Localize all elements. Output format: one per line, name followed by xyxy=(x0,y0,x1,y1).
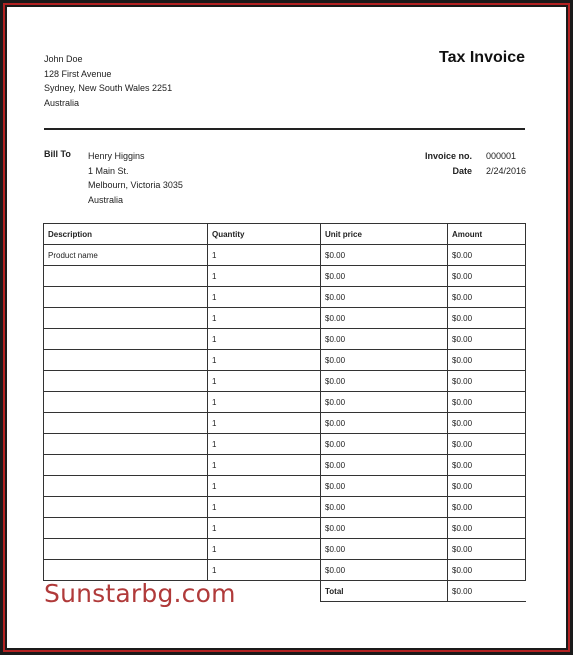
total-label: Total xyxy=(321,581,448,602)
table-row xyxy=(44,350,526,371)
cell-quantity: 1 xyxy=(208,308,321,329)
table-row xyxy=(44,266,526,287)
cell-unit-price: $0.00 xyxy=(321,413,448,434)
cell-quantity: 1 xyxy=(208,266,321,287)
cell-description: Product name xyxy=(44,245,208,266)
cell-quantity: 1 xyxy=(208,539,321,560)
cell-quantity: 1 xyxy=(208,455,321,476)
table-row xyxy=(44,308,526,329)
cell-amount: $0.00 xyxy=(448,539,526,560)
line-items-table xyxy=(43,223,526,602)
table-row xyxy=(44,455,526,476)
cell-description xyxy=(44,518,208,539)
total-value: $0.00 xyxy=(448,581,526,602)
cell-unit-price: $0.00 xyxy=(321,392,448,413)
cell-description xyxy=(44,455,208,476)
cell-amount: $0.00 xyxy=(448,287,526,308)
date-label: Date xyxy=(452,165,472,176)
watermark-text: Sunstarbg.com xyxy=(44,579,236,608)
table-row xyxy=(44,413,526,434)
bill-to-street: 1 Main St. xyxy=(88,165,129,176)
cell-quantity: 1 xyxy=(208,245,321,266)
cell-unit-price: $0.00 xyxy=(321,455,448,476)
cell-quantity: 1 xyxy=(208,518,321,539)
cell-description xyxy=(44,392,208,413)
cell-quantity: 1 xyxy=(208,350,321,371)
invoice-number-value: 000001 xyxy=(486,151,517,161)
cell-quantity: 1 xyxy=(208,497,321,518)
cell-unit-price: $0.00 xyxy=(321,350,448,371)
sender-country: Australia xyxy=(44,97,80,108)
cell-unit-price: $0.00 xyxy=(321,434,448,455)
table-row xyxy=(44,245,526,266)
cell-unit-price: $0.00 xyxy=(321,518,448,539)
cell-description xyxy=(44,350,208,371)
header-divider xyxy=(44,128,525,130)
cell-amount: $0.00 xyxy=(448,455,526,476)
table-row xyxy=(44,518,526,539)
cell-quantity: 1 xyxy=(208,392,321,413)
invoice-meta-labels xyxy=(410,149,472,178)
cell-description xyxy=(44,497,208,518)
bill-to-address xyxy=(88,149,183,207)
cell-unit-price: $0.00 xyxy=(321,371,448,392)
table-row xyxy=(44,329,526,350)
invoice-meta-values xyxy=(486,149,526,178)
header-description: Description xyxy=(44,224,208,245)
invoice-title: Tax Invoice xyxy=(439,49,525,66)
cell-amount: $0.00 xyxy=(448,434,526,455)
cell-quantity: 1 xyxy=(208,560,321,581)
cell-description xyxy=(44,476,208,497)
cell-quantity: 1 xyxy=(208,434,321,455)
cell-unit-price: $0.00 xyxy=(321,308,448,329)
table-row xyxy=(44,560,526,581)
cell-unit-price: $0.00 xyxy=(321,476,448,497)
cell-description xyxy=(44,434,208,455)
date-value: 2/24/2016 xyxy=(486,165,527,176)
table-row xyxy=(44,476,526,497)
sender-name: John Doe xyxy=(44,54,83,64)
cell-description xyxy=(44,266,208,287)
cell-description xyxy=(44,287,208,308)
cell-description xyxy=(44,539,208,560)
header-amount: Amount xyxy=(448,224,526,245)
cell-amount: $0.00 xyxy=(448,266,526,287)
sender-city: Sydney, New South Wales 2251 xyxy=(44,83,173,93)
bill-to-name: Henry Higgins xyxy=(88,151,145,161)
sender-street: 128 First Avenue xyxy=(44,68,112,79)
cell-amount: $0.00 xyxy=(448,392,526,413)
bill-to-label: Bill To xyxy=(44,149,71,159)
table-row xyxy=(44,434,526,455)
cell-unit-price: $0.00 xyxy=(321,539,448,560)
header-quantity: Quantity xyxy=(208,224,321,245)
cell-amount: $0.00 xyxy=(448,245,526,266)
cell-amount: $0.00 xyxy=(448,350,526,371)
sender-address xyxy=(44,52,172,110)
table-row xyxy=(44,287,526,308)
cell-amount: $0.00 xyxy=(448,518,526,539)
bill-to-city: Melbourn, Victoria 3035 xyxy=(88,180,183,190)
cell-unit-price: $0.00 xyxy=(321,560,448,581)
cell-quantity: 1 xyxy=(208,413,321,434)
cell-description xyxy=(44,371,208,392)
cell-unit-price: $0.00 xyxy=(321,266,448,287)
invoice-number-label: Invoice no. xyxy=(424,151,472,161)
table-row xyxy=(44,497,526,518)
table-body xyxy=(44,245,526,581)
cell-unit-price: $0.00 xyxy=(321,497,448,518)
cell-quantity: 1 xyxy=(208,329,321,350)
cell-amount: $0.00 xyxy=(448,371,526,392)
cell-amount: $0.00 xyxy=(448,329,526,350)
cell-amount: $0.00 xyxy=(448,413,526,434)
cell-amount: $0.00 xyxy=(448,476,526,497)
cell-amount: $0.00 xyxy=(448,497,526,518)
cell-description xyxy=(44,329,208,350)
table-header-row xyxy=(44,224,526,245)
table-row xyxy=(44,392,526,413)
cell-unit-price: $0.00 xyxy=(321,329,448,350)
cell-quantity: 1 xyxy=(208,476,321,497)
cell-quantity: 1 xyxy=(208,371,321,392)
header-unit-price: Unit price xyxy=(321,224,448,245)
cell-description xyxy=(44,560,208,581)
table-row xyxy=(44,539,526,560)
cell-unit-price: $0.00 xyxy=(321,245,448,266)
cell-unit-price: $0.00 xyxy=(321,287,448,308)
cell-quantity: 1 xyxy=(208,287,321,308)
cell-description xyxy=(44,413,208,434)
cell-description xyxy=(44,308,208,329)
bill-to-country: Australia xyxy=(88,194,124,205)
cell-amount: $0.00 xyxy=(448,560,526,581)
cell-amount: $0.00 xyxy=(448,308,526,329)
table-row xyxy=(44,371,526,392)
